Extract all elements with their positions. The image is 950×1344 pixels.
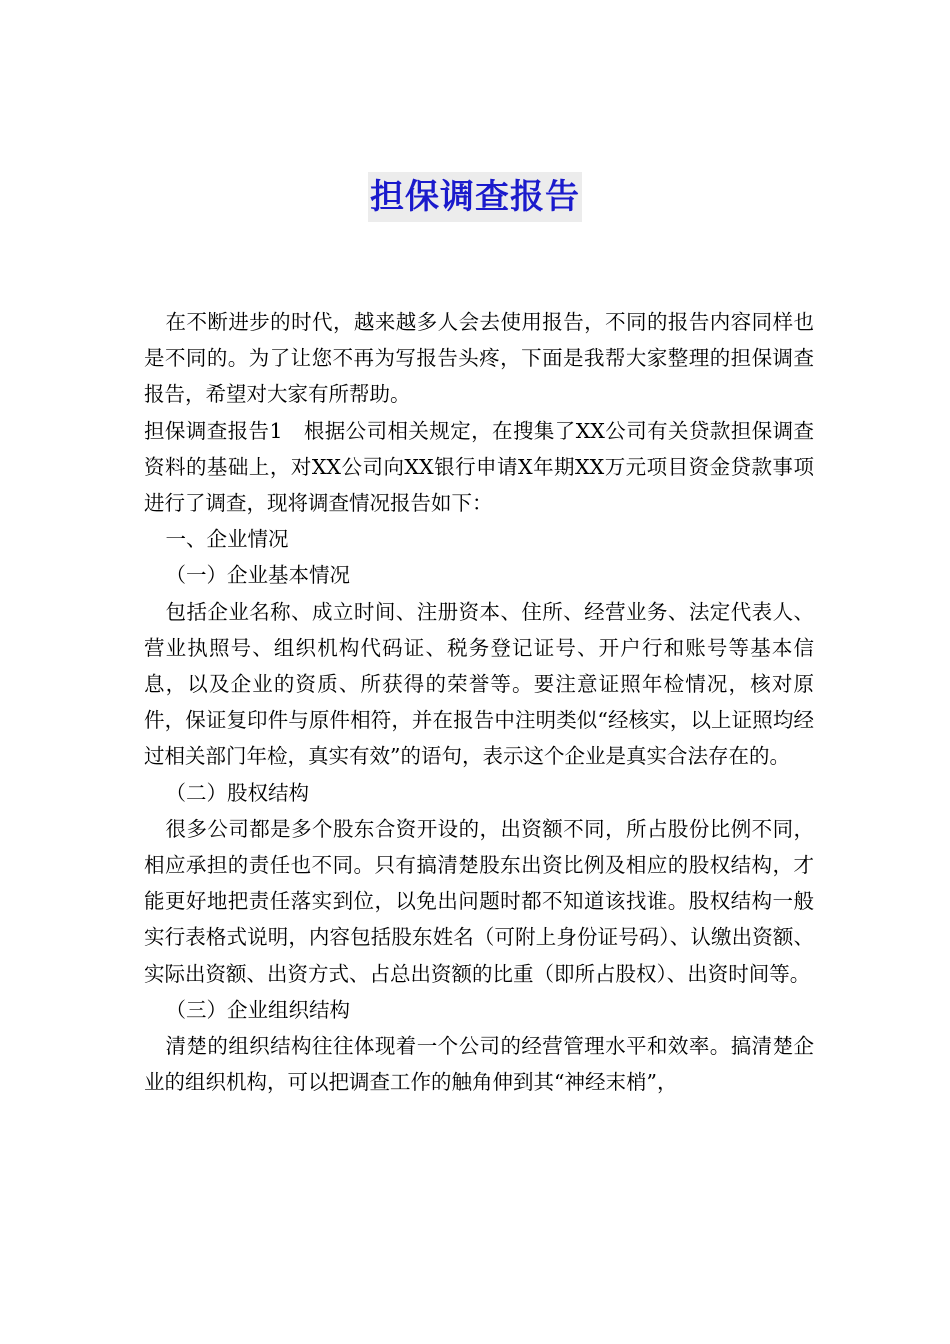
document-body bbox=[144, 304, 814, 1100]
paragraph: 担保调查报告1 根据公司相关规定，在搜集了XX公司有关贷款担保调查资料的基础上，对XX公司向XX银行申请X年期XX万元项目资金贷款事项进行了调查，现将调查情况报告如下： bbox=[144, 418, 814, 516]
subsection-heading: （二）股权结构 bbox=[165, 780, 310, 805]
paragraph: 很多公司都是多个股东合资开设的，出资额不同，所占股份比例不同，相应承担的责任也不同。只有搞清楚股东出资比例及相应的股权结构，才能更好地把责任落实到位，以免出问题时都不知道该找谁。股权结构一般实行表格式说明，内容包括股东姓名（可附上身份证号码）、认缴出资额、实际出资额、出资方式、占总出资额的比重（即所占股权）、出资时间等。 bbox=[144, 816, 814, 986]
paragraph: 包括企业名称、成立时间、注册资本、住所、经营业务、法定代表人、营业执照号、组织机构代码证、税务登记证号、开户行和账号等基本信息，以及企业的资质、所获得的荣誉等。要注意证照年检情况，核对原件，保证复印件与原件相符，并在报告中注明类似“经核实，以上证照均经过相关部门年检，真实有效”的语句，表示这个企业是真实合法存在的。 bbox=[144, 599, 814, 769]
section-heading: 一、企业情况 bbox=[165, 527, 289, 552]
paragraph: 清楚的组织结构往往体现着一个公司的经营管理水平和效率。搞清楚企业的组织机构，可以把调查工作的触角伸到其“神经末梢”， bbox=[144, 1034, 814, 1095]
subsection-heading: （三）企业组织结构 bbox=[165, 997, 351, 1022]
document-title: 担保调查报告 bbox=[368, 172, 582, 222]
title-container bbox=[0, 172, 950, 222]
paragraph: 在不断进步的时代，越来越多人会去使用报告，不同的报告内容同样也是不同的。为了让您不再为写报告头疼，下面是我帮大家整理的担保调查报告，希望对大家有所帮助。 bbox=[144, 310, 814, 407]
subsection-heading: （一）企业基本情况 bbox=[165, 563, 351, 588]
